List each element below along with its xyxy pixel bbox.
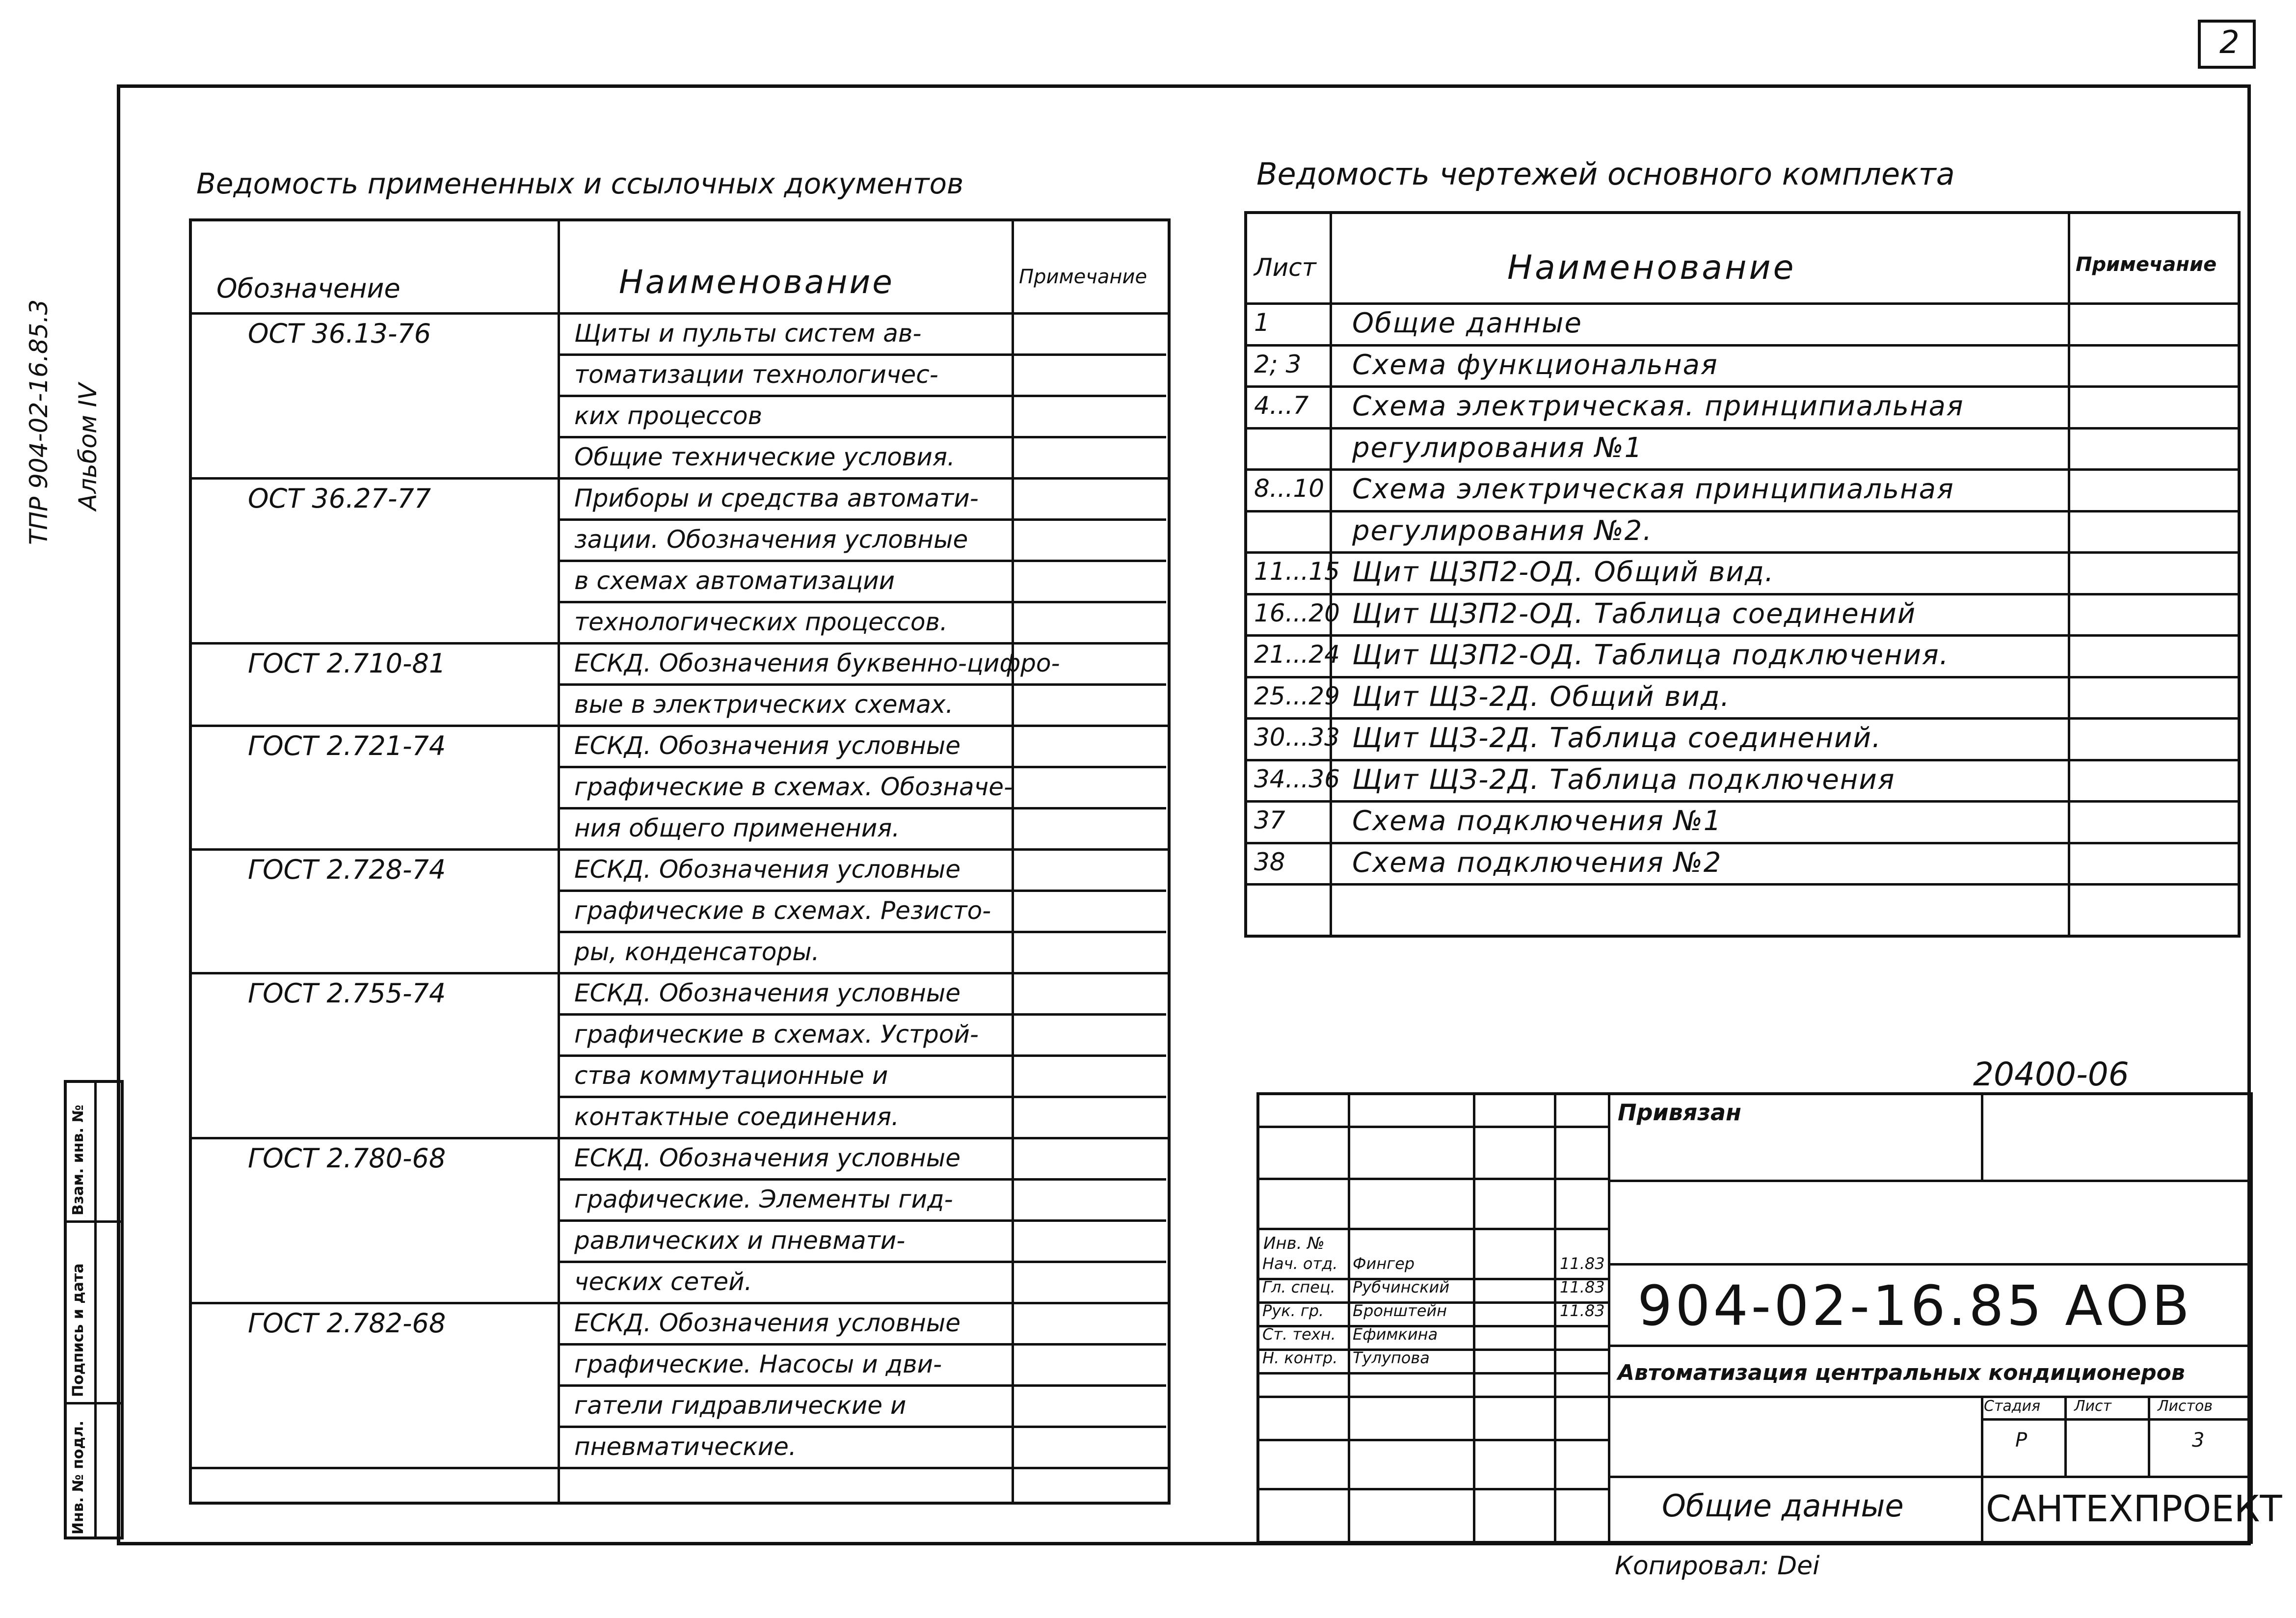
stamp-sign-label: Подпись и дата (70, 1263, 87, 1397)
refdocs-row-line: графические в схемах. Устрой- (574, 1020, 979, 1049)
refdocs-row-line: ЕСКД. Обозначения буквенно-цифро- (574, 649, 1060, 677)
refdocs-row-line: равлических и пневмати- (574, 1226, 906, 1255)
refdocs-row-line: ры, конденсаторы. (574, 938, 820, 966)
drawings-header-sheet: Лист (1254, 253, 1316, 282)
drawings-row-sheet: 16...20 (1254, 598, 1340, 627)
page-number: 2 (2219, 25, 2240, 61)
refdocs-row-line: в схемах автоматизации (574, 566, 895, 595)
drawings-row-sheet: 8...10 (1254, 474, 1325, 503)
signer-role: Нач. отд. (1262, 1254, 1338, 1273)
drawings-row-sheet: 1 (1254, 308, 1270, 337)
refdocs-row-code: ГОСТ 2.755-74 (248, 978, 446, 1009)
signer-role: Рук. гр. (1262, 1301, 1324, 1320)
drawings-row-name: Щит ЩЗ-2Д. Таблица подключения (1352, 763, 1896, 796)
refdocs-row-code: ГОСТ 2.710-81 (248, 648, 446, 679)
refdocs-row-line: ЕСКД. Обозначения условные (574, 1309, 961, 1337)
drawings-row-name: Щит ЩЗП2-ОД. Таблица подключения. (1352, 639, 1949, 671)
refdocs-row-line: ЕСКД. Обозначения условные (574, 731, 961, 760)
refdocs-header-note: Примечание (1019, 266, 1148, 288)
drawings-title: Ведомость чертежей основного комплекта (1256, 156, 1955, 192)
signer-name: Фингер (1353, 1254, 1415, 1273)
refdocs-row-line: зации. Обозначения условные (574, 525, 968, 554)
refdocs-title: Ведомость примененных и ссылочных документов (196, 167, 964, 200)
drawings-header-note: Примечание (2076, 253, 2217, 276)
drawings-row-name: Общие данные (1352, 307, 1582, 339)
drawings-row-name: Схема функциональная (1352, 349, 1718, 381)
refdocs-row-line: Приборы и средства автомати- (574, 484, 979, 512)
refdocs-row-line: контактные соединения. (574, 1103, 899, 1131)
refdocs-row-line: графические. Насосы и дви- (574, 1350, 942, 1378)
refdocs-row-code: ОСТ 36.27-77 (248, 483, 431, 514)
refdocs-row-code: ГОСТ 2.721-74 (248, 730, 446, 761)
signer-name: Рубчинский (1353, 1278, 1450, 1296)
refdocs-row-line: гатели гидравлические и (574, 1391, 907, 1420)
drawings-row-name: Схема электрическая принципиальная (1352, 473, 1954, 505)
stamp-col-sheets: Листов (2158, 1398, 2213, 1415)
drawings-row-sheet: 34...36 (1254, 764, 1340, 793)
refdocs-row-line: ЕСКД. Обозначения условные (574, 1144, 961, 1172)
drawings-row-sheet: 37 (1254, 806, 1285, 835)
refdocs-row-line: Щиты и пульты систем ав- (574, 319, 922, 348)
stamp-col-sheet: Лист (2074, 1398, 2112, 1415)
refdocs-row-line: технологических процессов. (574, 608, 948, 636)
copied-by: Копировал: Dei (1615, 1551, 1820, 1581)
page-number-box (2198, 20, 2256, 69)
drawings-row-name: Щит ЩЗ-2Д. Общий вид. (1352, 680, 1731, 713)
refdocs-row-line: ЕСКД. Обозначения условные (574, 979, 961, 1007)
signer-date: 11.83 (1560, 1278, 1605, 1296)
refdocs-row-line: пневматические. (574, 1432, 797, 1461)
signer-role: Гл. спец. (1262, 1278, 1335, 1296)
refdocs-row-code: ГОСТ 2.728-74 (248, 854, 446, 885)
stamp-attached: Привязан (1618, 1099, 1741, 1126)
stamp-number-above: 20400-06 (1973, 1055, 2129, 1093)
refdocs-row-line: томатизации технологичес- (574, 360, 938, 389)
album-label-line1: ТПР 904-02-16.85.3 (25, 299, 53, 545)
signer-name: Бронштейн (1353, 1301, 1447, 1320)
drawings-row-sheet: 11...15 (1254, 557, 1340, 586)
signer-name: Ефимкина (1353, 1325, 1438, 1344)
stamp-inv: Инв. № (1263, 1234, 1325, 1253)
refdocs-row-line: вые в электрических схемах. (574, 690, 954, 719)
drawings-row-sheet: 25...29 (1254, 681, 1340, 710)
album-label-line2: Альбом IV (74, 383, 102, 511)
drawings-row-sheet: 21...24 (1254, 640, 1340, 669)
stamp-inv-label: Инв. № подл. (70, 1420, 87, 1535)
stamp-project: Автоматизация центральных кондиционеров (1618, 1360, 2185, 1385)
refdocs-row-line: ЕСКД. Обозначения условные (574, 855, 961, 884)
stamp-sheet-title: Общие данные (1662, 1488, 1904, 1524)
refdocs-row-line: ства коммутационные и (574, 1061, 888, 1090)
signer-role: Ст. техн. (1262, 1325, 1336, 1344)
stamp-code: 904-02-16.85 АОВ (1637, 1274, 2192, 1338)
stamp-stage-value: Р (2015, 1429, 2028, 1452)
refdocs-row-code: ГОСТ 2.782-68 (248, 1308, 446, 1339)
drawings-row-name: регулирования №1 (1352, 431, 1643, 464)
signer-date: 11.83 (1560, 1301, 1605, 1320)
stamp-sheets-value: 3 (2192, 1429, 2205, 1452)
stamp-replace-label: Взам. инв. № (70, 1105, 87, 1215)
title-block (1256, 1092, 2282, 1544)
refdocs-row-line: графические в схемах. Обозначе- (574, 773, 1013, 801)
refdocs-row-code: ГОСТ 2.780-68 (248, 1143, 446, 1174)
drawings-row-sheet: 2; 3 (1254, 350, 1302, 378)
refdocs-row-line: ческих сетей. (574, 1267, 752, 1296)
refdocs-row-code: ОСТ 36.13-76 (248, 318, 431, 349)
drawings-row-sheet: 38 (1254, 847, 1285, 876)
drawings-row-sheet: 30...33 (1254, 723, 1340, 752)
stamp-org: САНТЕХПРОЕКТ (1986, 1488, 2282, 1530)
left-stamp-strip (64, 1080, 124, 1539)
signer-date: 11.83 (1560, 1254, 1605, 1273)
refdocs-header-designation: Обозначение (216, 273, 400, 304)
signer-name: Тулупова (1353, 1348, 1430, 1367)
drawings-row-name: Щит ЩЗ-2Д. Таблица соединений. (1352, 722, 1882, 754)
refdocs-header-name: Наименование (619, 263, 894, 301)
refdocs-row-line: ких процессов (574, 402, 763, 430)
drawings-row-name: Схема электрическая. принципиальная (1352, 390, 1964, 422)
drawings-row-name: Щит ЩЗП2-ОД. Общий вид. (1352, 556, 1775, 588)
drawings-row-name: Схема подключения №2 (1352, 846, 1722, 879)
drawings-header-name: Наименование (1507, 248, 1796, 287)
stamp-col-stage: Стадия (1984, 1398, 2041, 1415)
drawings-row-name: Схема подключения №1 (1352, 805, 1722, 837)
drawings-row-sheet: 4...7 (1254, 391, 1309, 420)
refdocs-row-line: графические. Элементы гид- (574, 1185, 953, 1214)
refdocs-row-line: графические в схемах. Резисто- (574, 896, 991, 925)
drawings-row-name: регулирования №2. (1352, 514, 1653, 547)
signer-role: Н. контр. (1262, 1348, 1338, 1367)
refdocs-row-line: Общие технические условия. (574, 443, 955, 471)
refdocs-row-line: ния общего применения. (574, 814, 900, 842)
drawings-row-name: Щит ЩЗП2-ОД. Таблица соединений (1352, 597, 1917, 630)
